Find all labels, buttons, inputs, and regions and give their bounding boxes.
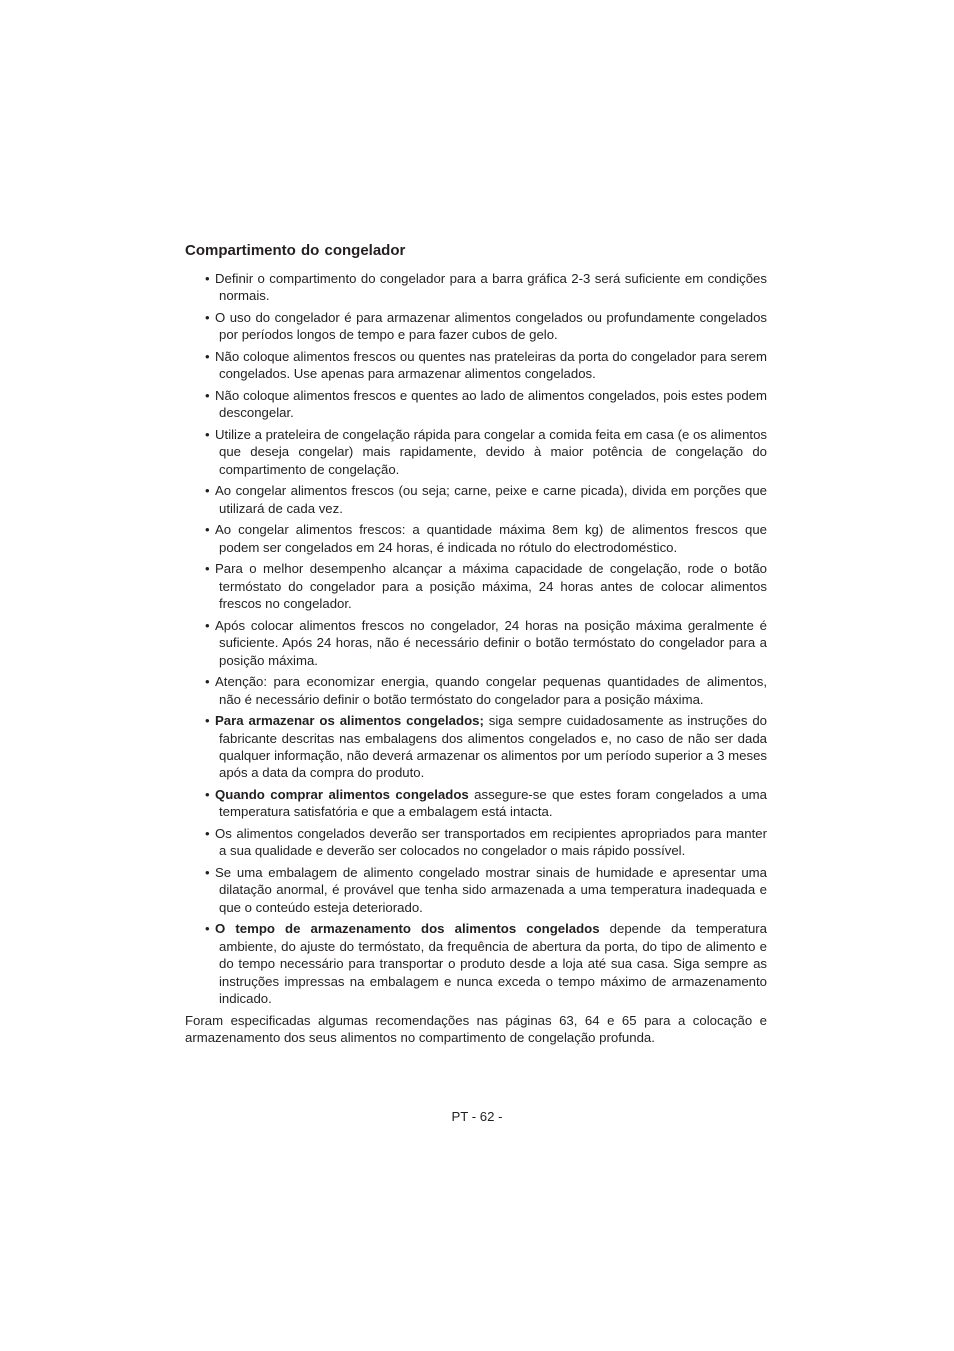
list-item-bold: Quando comprar alimentos congelados [215, 787, 469, 803]
list-item [205, 560, 767, 612]
list-item-bold: O tempo de armazenamento dos alimentos congelados [215, 921, 600, 937]
list-item [205, 825, 767, 860]
list-item [205, 387, 767, 422]
list-item-text: Não coloque alimentos frescos e quentes ao lado de alimentos congelados, pois estes podem descongelar. [215, 388, 767, 421]
list-item-text: siga sempre cuidadosamente as instruções do fabricante descritas nas embalagens dos alimentos congelados e, no caso de não ser dada qualquer informação, não deverá armazenar os alimentos por um período superior a 3 meses após a data da compra do produto. [219, 713, 767, 781]
list-item [205, 348, 767, 383]
list-item [205, 712, 767, 782]
instruction-list [185, 270, 767, 1007]
list-item-text: Se uma embalagem de alimento congelado mostrar sinais de humidade e apresentar uma dilatação anormal, é provável que tenha sido armazenada a uma temperatura inadequada e que o conteúdo esteja deteriorado. [215, 865, 767, 915]
closing-paragraph: Foram especificadas algumas recomendações nas páginas 63, 64 e 65 para a colocação e armazenamento dos seus alimentos no compartimento de congelação profunda. [185, 1012, 767, 1046]
bullet-icon: • [205, 522, 210, 538]
page-number: PT - 62 - [451, 1109, 503, 1124]
bullet-icon: • [205, 674, 210, 690]
list-item-text: Os alimentos congelados deverão ser transportados em recipientes apropriados para manter a sua qualidade e deverão ser colocados no congelador o mais rápido possível. [215, 826, 767, 859]
list-item-text: assegure-se que estes foram congelados a uma temperatura satisfatória e que a embalagem está intacta. [219, 787, 767, 820]
list-item [205, 617, 767, 669]
bullet-icon: • [205, 388, 210, 403]
list-item [205, 920, 767, 1007]
bullet-icon: • [205, 427, 210, 442]
bullet-icon: • [205, 349, 210, 364]
bullet-icon: • [205, 617, 210, 633]
list-item [205, 864, 767, 916]
bullet-icon: • [205, 310, 210, 325]
list-item [205, 673, 767, 708]
list-item-text: Definir o compartimento do congelador para a barra gráfica 2-3 será suficiente em condições normais. [215, 271, 767, 304]
bullet-icon: • [205, 865, 210, 881]
list-item-text: Ao congelar alimentos frescos (ou seja; carne, peixe e carne picada), divida em porções que utilizará de cada vez. [215, 483, 767, 516]
bullet-icon: • [205, 483, 210, 499]
bullet-icon: • [205, 921, 210, 937]
list-item-text: Após colocar alimentos frescos no congelador, 24 horas na posição máxima geralmente é suficiente. Após 24 horas, não é necessário definir o botão termóstato do congelador para a posição máxima. [215, 617, 767, 668]
list-item [205, 270, 767, 305]
bullet-icon: • [205, 713, 210, 729]
list-item-text: O uso do congelador é para armazenar alimentos congelados ou profundamente congelados por períodos longos de tempo e para fazer cubos de gelo. [215, 310, 767, 343]
list-item-text: depende da temperatura ambiente, do ajuste do termóstato, da frequência de abertura da porta, do tipo de alimento e do tempo necessário para transportar o produto desde a loja até sua casa. Siga sempre as instruções impressas na embalagem e nunca exceda o tempo máximo de armazenamento indicado. [219, 921, 767, 1007]
list-item [205, 482, 767, 517]
list-item-bold: Para armazenar os alimentos congelados; [215, 713, 484, 729]
bullet-icon: • [205, 787, 210, 803]
list-item [205, 786, 767, 821]
section-title: Compartimento do congelador [185, 242, 406, 259]
bullet-icon: • [205, 561, 210, 577]
list-item [205, 521, 767, 556]
list-item-text: Para o melhor desempenho alcançar a máxima capacidade de congelação, rode o botão termóstato do congelador para a posição máxima, 24 horas antes de colocar alimentos frescos no congelador. [215, 561, 767, 612]
list-item-text: Atenção: para economizar energia, quando congelar pequenas quantidades de alimentos, não é necessário definir o botão termóstato do congelador para a posição máxima. [215, 674, 767, 707]
list-item-text: Utilize a prateleira de congelação rápida para congelar a comida feita em casa (e os alimentos que deseja congelar) mais rapidamente, devido à maior potência de congelação do compartimento de congelação. [215, 427, 767, 477]
page-content [185, 241, 767, 1046]
bullet-icon: • [205, 271, 210, 286]
list-item [205, 426, 767, 478]
bullet-icon: • [205, 826, 210, 842]
list-item [205, 309, 767, 344]
list-item-text: Ao congelar alimentos frescos: a quantidade máxima 8em kg) de alimentos frescos que podem ser congelados em 24 horas, é indicada no rótulo do electrodoméstico. [215, 522, 767, 555]
list-item-text: Não coloque alimentos frescos ou quentes nas prateleiras da porta do congelador para serem congelados. Use apenas para armazenar alimentos congelados. [215, 349, 767, 382]
